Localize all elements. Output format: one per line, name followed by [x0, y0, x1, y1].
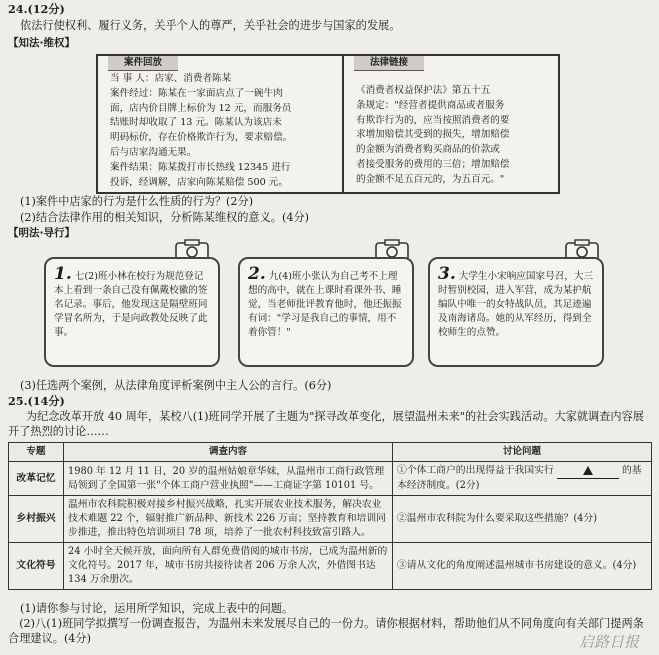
law-line: 有欺诈行为的，应当按照消费者的要: [356, 114, 510, 126]
law-line: 条规定："经营者提供商品或者服务: [356, 99, 505, 111]
table-row: [9, 543, 652, 590]
card-number: 1.: [54, 264, 72, 284]
case-card-2: [238, 257, 414, 367]
case-line: 投诉，经调解，店家向陈某赔偿 500 元。: [110, 176, 288, 188]
card-text: 大学生小宋响应国家号召，大三时暂别校园，进入军营，成为某护航编队中唯一的女特战队员，其足迹遍及南海诸岛。她的从军经历，得到全校师生的点赞。: [438, 271, 594, 338]
law-box-title: 法律链接: [354, 56, 424, 71]
row-question: ②温州市农科院为什么要采取这些措施？(4分): [393, 496, 652, 543]
row-topic: 改革记忆: [9, 462, 64, 496]
table-header: 专题: [9, 443, 64, 462]
q25-question-2: (2)八(1)班同学拟撰写一份调查报告，为温州未来发展尽自己的一份力。请你根据材料，帮助他们从不同角度向有关部门提两条合理建议。(4分): [8, 617, 644, 645]
case-line: 结账时却收取了 13 元。陈某认为该店未: [110, 117, 282, 129]
q24-question-1: (1)案件中店家的行为是什么性质的行为？(2分): [20, 195, 254, 208]
case-line: 当 事 人：店家、消费者陈某: [110, 73, 232, 84]
row-topic: 乡村振兴: [9, 496, 64, 543]
question-text: ①个体工商户的出现得益于我国实行: [397, 465, 554, 476]
case-card-3: [428, 257, 604, 367]
frame-divider: [342, 56, 344, 192]
case-box-text: [110, 72, 338, 190]
law-box-text: [356, 84, 552, 188]
law-line: 求增加赔偿其受到的损失，增加赔偿: [356, 129, 510, 141]
table-header: 调查内容: [64, 443, 393, 462]
table-header-row: [9, 443, 652, 462]
case-box-title: 案件回放: [108, 56, 178, 71]
q25-intro: 为纪念改革开放 40 周年，某校八(1)班同学开展了主题为"探寻改革变化，展望温州未来"的社会实践活动。大家就调查内容展开了热烈的讨论……: [8, 410, 644, 438]
row-content: 1980 年 12 月 11 日，20 岁的温州姑娘章华妹，从温州市工商行政管理局领到了全国第一张"个体工商户营业执照"——工商证字第 10101 号。: [64, 462, 393, 496]
q24-header: 24.(12分): [8, 2, 65, 16]
table-row: [9, 496, 652, 543]
case-line: 案件经过：陈某在一家面店点了一碗牛肉: [110, 87, 283, 99]
case-line: 面，店内价目牌上标价为 12 元，而服务员: [110, 102, 292, 114]
card-text: 九(4)班小张认为自己考不上理想的高中，就在上课时看课外书、睡觉，当老师批评教育他时，他还振振有词："学习是我自己的事情，用不着你管！": [248, 271, 402, 338]
case-law-frame: [96, 54, 560, 194]
q24-question-2: (2)结合法律作用的相关知识，分析陈某维权的意义。(4分): [20, 211, 310, 224]
q25-header: 25.(14分): [8, 394, 65, 408]
question-text: 的基本经济制度。(2分): [397, 465, 642, 491]
law-line: 的金额为消费者购买商品的价款或: [356, 144, 500, 156]
row-content: 温州市农科院积极对接乡村振兴战略，扎实开展农业技术服务，解决农业技术难题 22 个，辐射推广新品种、新技术 226 万亩；坚持教育和培训同步推进，推出特色培训项目 78 项，培养了一批农村科技致富引路人。: [64, 496, 393, 543]
row-topic: 文化符号: [9, 543, 64, 590]
case-line: 明码标价，存在价格欺诈行为，要求赔偿。: [110, 132, 293, 144]
row-question: ③请从文化的角度阐述温州城市书房建设的意义。(4分): [393, 543, 652, 590]
q24-intro: 依法行使权利、履行义务，关乎个人的尊严，关乎社会的进步与国家的发展。: [20, 19, 401, 32]
watermark-logo: 启路日报: [578, 632, 639, 651]
case-card-1: [44, 257, 220, 367]
case-line: 后与店家沟通无果。: [110, 146, 197, 158]
case-line: 案件结果：陈某拨打市长热线 12345 进行: [110, 161, 291, 173]
table-header: 讨论问题: [393, 443, 652, 462]
law-line: 的金额不足五百元的，为五百元。": [356, 173, 505, 185]
survey-table: [8, 442, 652, 590]
law-line: 者接受服务的费用的三倍；增加赔偿: [356, 158, 510, 170]
triangle-icon: [583, 466, 593, 475]
card-number: 3.: [438, 264, 456, 284]
row-question: [393, 462, 652, 496]
table-row: [9, 462, 652, 496]
q24-section-2: 【明法·导行】: [8, 227, 75, 239]
card-number: 2.: [248, 264, 266, 284]
q24-section-1: 【知法·维权】: [8, 37, 75, 49]
card-text: 七(2)班小林在校行为规范登记本上看到一条自己没有佩戴校徽的签名记录。事后，他发现这是隔壁班同学冒名所为，于是向政教处反映了此事。: [54, 271, 208, 338]
row-content: 24 小时全天候开放，面向所有人群免费借阅的城市书房，已成为温州新的文化符号。2017 年，城市书房共接待读者 206 万余人次，外借图书达 134 万余册次。: [64, 543, 393, 590]
answer-blank[interactable]: [557, 464, 619, 479]
q25-question-1: (1)请你参与讨论，运用所学知识，完成上表中的问题。: [20, 602, 294, 615]
q24-question-3: (3)任选两个案例，从法律角度评析案例中主人公的言行。(6分): [20, 379, 332, 392]
law-line: 《消费者权益保护法》第五十五: [356, 85, 491, 96]
